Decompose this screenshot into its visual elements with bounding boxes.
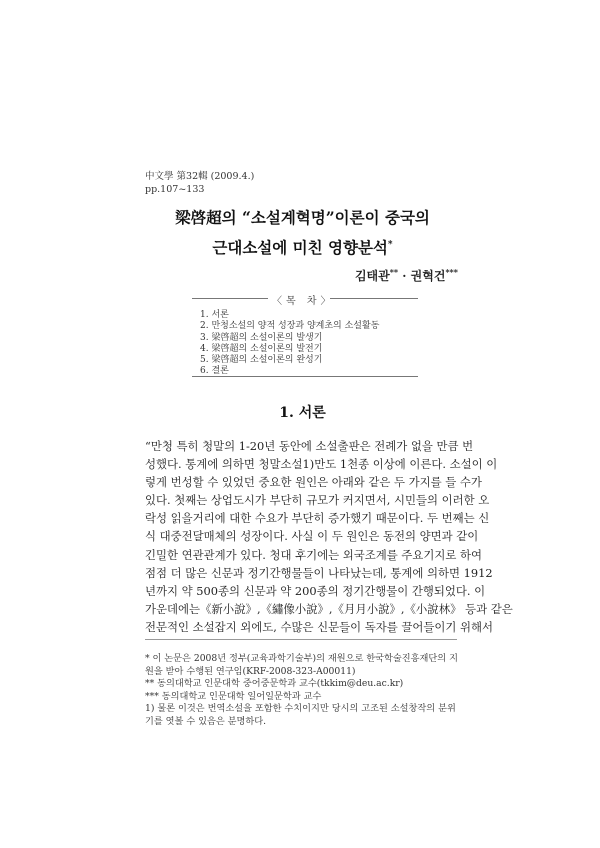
footnote-line: *** 동의대학교 인문대학 일어일문학과 교수 — [145, 690, 322, 702]
footnote-line: 기를 엿볼 수 있음은 분명하다. — [145, 715, 267, 727]
footnote-line: 원을 받아 수행된 연구임(KRF-2008-323-A00011) — [145, 665, 356, 677]
author-1: 김태관 — [354, 269, 390, 283]
journal-volume: 中文學 第32輯 (2009.4.) — [145, 171, 255, 182]
paper-title-line-1: 梁啓超의 “소설계혁명”이론이 중국의 — [175, 208, 430, 227]
author-1-footnote-mark: ** — [389, 267, 399, 277]
toc-item: 1. 서론 — [200, 310, 229, 320]
body-line: 락성 읽을거리에 대한 수요가 부단히 증가했기 때문이다. 두 번째는 신 — [145, 511, 490, 526]
toc-heading: 〈목 차〉 — [272, 296, 335, 307]
footnote-line: * 이 논문은 2008년 정부(교육과학기술부)의 재원으로 한국학술진흥재단의 지 — [145, 653, 458, 664]
toc-item: 2. 만청소설의 양적 성장과 양계초의 소설활동 — [200, 321, 380, 332]
toc-rule-right — [330, 298, 418, 299]
toc-rule-left — [192, 298, 268, 299]
body-line: 가운데에는《新小說》,《繡像小說》,《月月小說》,《小說林》 등과 같은 — [145, 601, 513, 616]
paper-title-line-2 — [145, 236, 460, 258]
author-separator: · — [398, 269, 411, 283]
footnote-line: ** 동의대학교 인문대학 중어중문학과 교수(tkkim@deu.ac.kr) — [145, 678, 404, 690]
toc-item: 6. 결론 — [200, 366, 229, 377]
body-line: 점점 더 많은 신문과 정기간행물들이 나타났는데, 통계에 의하면 1912 — [145, 565, 493, 580]
body-line: “만청 특히 청말의 1-20년 동안에 소설출판은 전례가 없을 만큼 번 — [145, 439, 474, 453]
body-line: 긴밀한 연관관계가 있다. 청대 후기에는 외국조계를 주요기지로 하여 — [145, 547, 483, 562]
toc-item: 3. 梁啓超의 소설이론의 발생기 — [200, 332, 323, 343]
footnotes — [145, 653, 465, 729]
journal-info — [145, 170, 254, 196]
author-2-footnote-mark: *** — [445, 267, 458, 277]
body-line: 성했다. 통계에 의하면 청말소설1)만도 1천종 이상에 이른다. 소설이 이 — [145, 457, 498, 472]
body-line: 있다. 첫째는 상업도시가 부단히 규모가 커지면서, 시민들의 이러한 오 — [145, 493, 490, 508]
toc-rule-bottom — [192, 376, 418, 377]
section-heading: 1. 서론 — [279, 405, 326, 421]
body-line: 렇게 번성할 수 있었던 중요한 원인은 아래와 같은 두 가지를 들 수가 — [145, 475, 482, 490]
toc-item: 4. 梁啓超의 소설이론의 발전기 — [200, 343, 323, 354]
toc-item: 5. 梁啓超의 소설이론의 완성기 — [200, 355, 323, 366]
body-line: 년까지 약 500종의 신문과 약 200종의 정기간행물이 간행되었다. 이 — [145, 583, 486, 598]
author-line — [355, 267, 458, 284]
table-of-contents — [200, 310, 379, 378]
body-line: 전문적인 소설잡지 외에도, 수많은 신문들이 독자를 끌어들이기 위해서 — [145, 619, 494, 634]
journal-pages: pp.107~133 — [145, 184, 205, 195]
body-line: 식 대중전달매체의 성장이다. 사실 이 두 원인은 동전의 양면과 같이 — [145, 529, 479, 544]
footnote-divider — [145, 639, 457, 640]
paper-title-line-2-text: 근대소설에 미친 영향분석 — [212, 238, 388, 257]
body-paragraph — [145, 437, 513, 636]
title-footnote-mark: * — [387, 239, 393, 250]
author-2: 권혁건 — [410, 269, 446, 283]
footnote-line: 1) 물론 이것은 번역소설을 포함한 수치이지만 당시의 고조된 소설창작의 분위 — [145, 703, 456, 715]
